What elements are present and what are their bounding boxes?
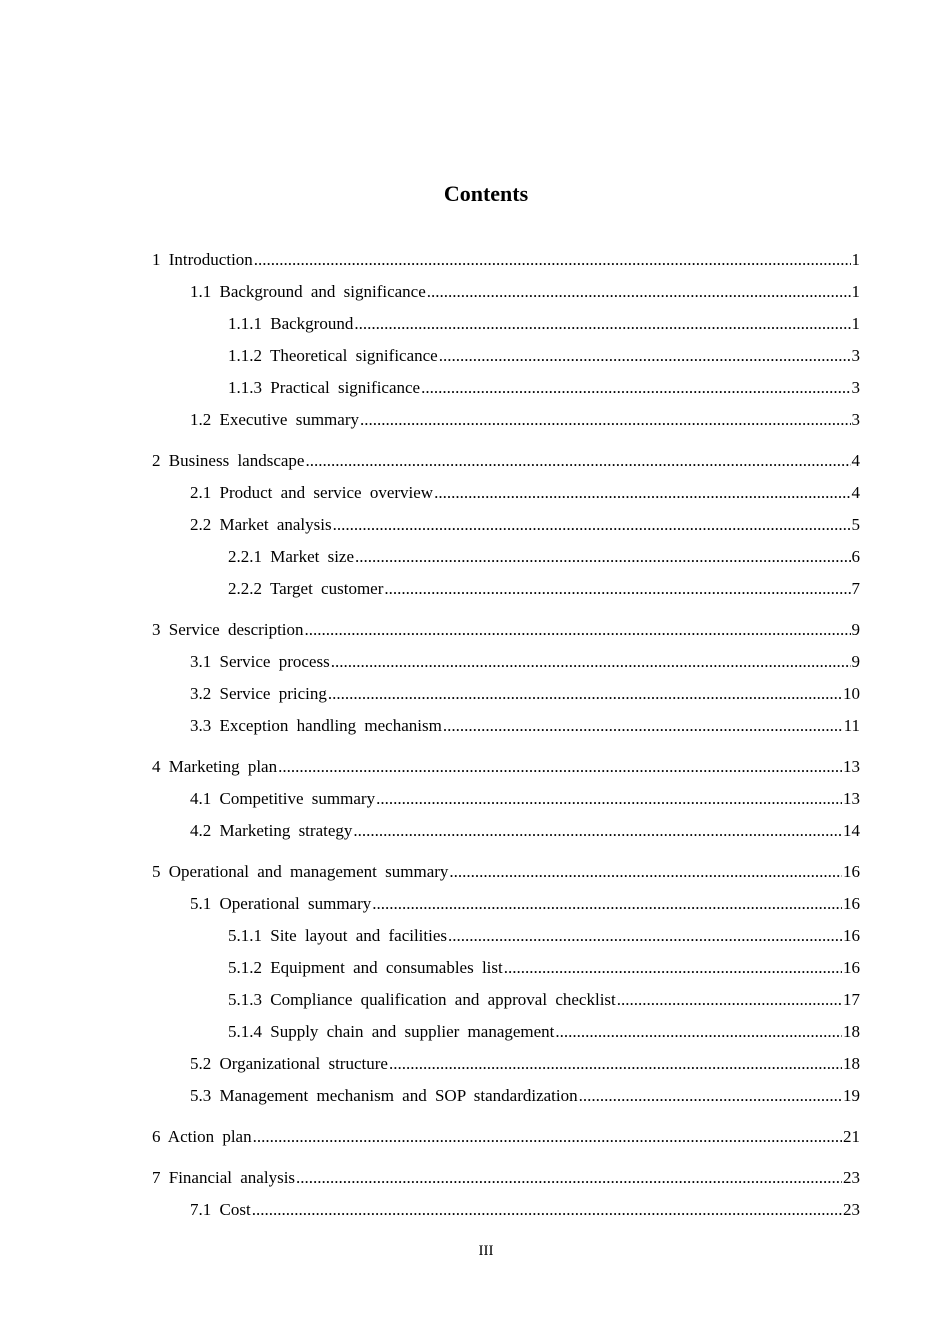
toc-entry-label: 5.1.4 Supply chain and supplier management [228, 1022, 555, 1041]
toc-entry-label: 3.1 Service process [190, 652, 330, 671]
toc-dot-leader [253, 1125, 842, 1149]
toc-entry-page: 5 [851, 515, 860, 534]
toc-dot-leader [353, 819, 842, 843]
toc-dot-leader [305, 449, 850, 473]
toc-dot-leader [372, 892, 842, 916]
toc-entry-page: 23 [843, 1168, 860, 1187]
toc-entry[interactable] [152, 577, 860, 609]
toc-entry-page: 4 [851, 451, 860, 470]
toc-entry-label: 4.2 Marketing strategy [190, 821, 353, 840]
toc-entry[interactable] [152, 618, 860, 650]
toc-entry-label: 5.3 Management mechanism and SOP standardization [190, 1086, 578, 1105]
toc-entry-page: 10 [843, 684, 860, 703]
toc-entry-page: 13 [843, 789, 860, 808]
toc-entry[interactable] [152, 408, 860, 440]
toc-entry-label: 2.2 Market analysis [190, 515, 332, 534]
toc-dot-leader [427, 280, 851, 304]
toc-dot-leader [389, 1052, 842, 1076]
toc-dot-leader [305, 618, 851, 642]
toc-entry[interactable] [152, 481, 860, 513]
toc-entry-page: 23 [843, 1200, 860, 1219]
toc-entry-label: 4.1 Competitive summary [190, 789, 376, 808]
toc-dot-leader [579, 1084, 842, 1108]
toc-entry-page: 4 [851, 483, 860, 502]
toc-entry-label: 5.1.3 Compliance qualification and approval checklist [228, 990, 616, 1009]
toc-entry[interactable] [152, 280, 860, 312]
toc-entry-page: 18 [843, 1022, 860, 1041]
toc-entry-page: 1 [851, 250, 860, 269]
toc-entry-page: 11 [843, 716, 860, 735]
toc-entry-page: 16 [843, 926, 860, 945]
toc-entry-label: 2 Business landscape [152, 451, 305, 470]
page-number: III [478, 1243, 494, 1259]
toc-entry[interactable] [152, 787, 860, 819]
toc-entry[interactable] [152, 714, 860, 746]
toc-entry-page: 21 [843, 1127, 860, 1146]
toc-entry-label: 3.2 Service pricing [190, 684, 327, 703]
toc-entry[interactable] [152, 545, 860, 577]
toc-entry[interactable] [152, 682, 860, 714]
toc-entry-label: 1.1.2 Theoretical significance [228, 346, 438, 365]
toc-dot-leader [333, 513, 851, 537]
toc-entry-page: 6 [851, 547, 860, 566]
toc-entry[interactable] [152, 650, 860, 682]
toc-entry[interactable] [152, 956, 860, 988]
toc-dot-leader [355, 545, 850, 569]
toc-dot-leader [296, 1166, 842, 1190]
toc-entry-label: 7.1 Cost [190, 1200, 251, 1219]
toc-dot-leader [555, 1020, 842, 1044]
toc-entry[interactable] [152, 1020, 860, 1052]
toc-dot-leader [504, 956, 842, 980]
toc-entry-page: 16 [843, 894, 860, 913]
toc-entry-page: 16 [843, 958, 860, 977]
toc-entry-label: 5 Operational and management summary [152, 862, 449, 881]
toc-entry-page: 3 [851, 346, 860, 365]
toc-entry[interactable] [152, 376, 860, 408]
toc-dot-leader [384, 577, 850, 601]
toc-entry[interactable] [152, 988, 860, 1020]
toc-entry-label: 1.2 Executive summary [190, 410, 359, 429]
toc-entry[interactable] [152, 1052, 860, 1084]
toc-dot-leader [360, 408, 851, 432]
toc-entry-page: 1 [851, 282, 860, 301]
toc-entry-page: 1 [851, 314, 860, 333]
toc-entry-label: 2.1 Product and service overview [190, 483, 434, 502]
toc-entry[interactable] [152, 1084, 860, 1116]
toc-entry[interactable] [152, 860, 860, 892]
toc-entry[interactable] [152, 449, 860, 481]
toc-entry-label: 1 Introduction [152, 250, 253, 269]
toc-dot-leader [439, 344, 851, 368]
toc-entry[interactable] [152, 1198, 860, 1230]
toc-dot-leader [354, 312, 850, 336]
toc-dot-leader [434, 481, 850, 505]
toc-entry-page: 18 [843, 1054, 860, 1073]
toc-entry-label: 5.2 Organizational structure [190, 1054, 388, 1073]
toc-dot-leader [278, 755, 842, 779]
toc-entry-label: 2.2.2 Target customer [228, 579, 384, 598]
toc-entry-label: 4 Marketing plan [152, 757, 278, 776]
toc-dot-leader [443, 714, 843, 738]
toc-entry-label: 5.1.2 Equipment and consumables list [228, 958, 503, 977]
toc-entry-page: 7 [851, 579, 860, 598]
toc-dot-leader [449, 860, 842, 884]
toc-entry[interactable] [152, 755, 860, 787]
toc-dot-leader [376, 787, 842, 811]
toc-entry-page: 16 [843, 862, 860, 881]
toc-entry[interactable] [152, 892, 860, 924]
toc-dot-leader [421, 376, 850, 400]
toc-entry-label: 5.1.1 Site layout and facilities [228, 926, 448, 945]
toc-entry-label: 5.1 Operational summary [190, 894, 372, 913]
toc-dot-leader [448, 924, 842, 948]
toc-entry-label: 1.1.1 Background [228, 314, 354, 333]
toc-entry-page: 9 [851, 620, 860, 639]
toc-entry[interactable] [152, 924, 860, 956]
toc-entry-label: 1.1.3 Practical significance [228, 378, 421, 397]
toc-dot-leader [254, 248, 851, 272]
toc-entry-label: 1.1 Background and significance [190, 282, 426, 301]
toc-dot-leader [331, 650, 851, 674]
toc-entry[interactable] [152, 513, 860, 545]
toc-entry-page: 13 [843, 757, 860, 776]
toc-entry[interactable] [152, 248, 860, 280]
toc-entry-label: 3 Service description [152, 620, 304, 639]
toc-entry-page: 19 [843, 1086, 860, 1105]
toc-entry-label: 7 Financial analysis [152, 1168, 296, 1187]
toc-entry[interactable] [152, 1166, 860, 1198]
toc-entry-page: 3 [851, 378, 860, 397]
toc-entry-page: 3 [851, 410, 860, 429]
toc-entry[interactable] [152, 819, 860, 851]
table-of-contents [152, 248, 860, 1230]
toc-entry-page: 14 [843, 821, 860, 840]
toc-entry-label: 2.2.1 Market size [228, 547, 355, 566]
page-title: Contents [443, 181, 529, 206]
toc-entry-page: 17 [843, 990, 860, 1009]
toc-entry-label: 3.3 Exception handling mechanism [190, 716, 442, 735]
toc-dot-leader [252, 1198, 842, 1222]
toc-entry[interactable] [152, 344, 860, 376]
toc-dot-leader [328, 682, 842, 706]
toc-dot-leader [617, 988, 842, 1012]
toc-entry[interactable] [152, 1125, 860, 1157]
toc-entry[interactable] [152, 312, 860, 344]
toc-entry-page: 9 [851, 652, 860, 671]
toc-entry-label: 6 Action plan [152, 1127, 252, 1146]
